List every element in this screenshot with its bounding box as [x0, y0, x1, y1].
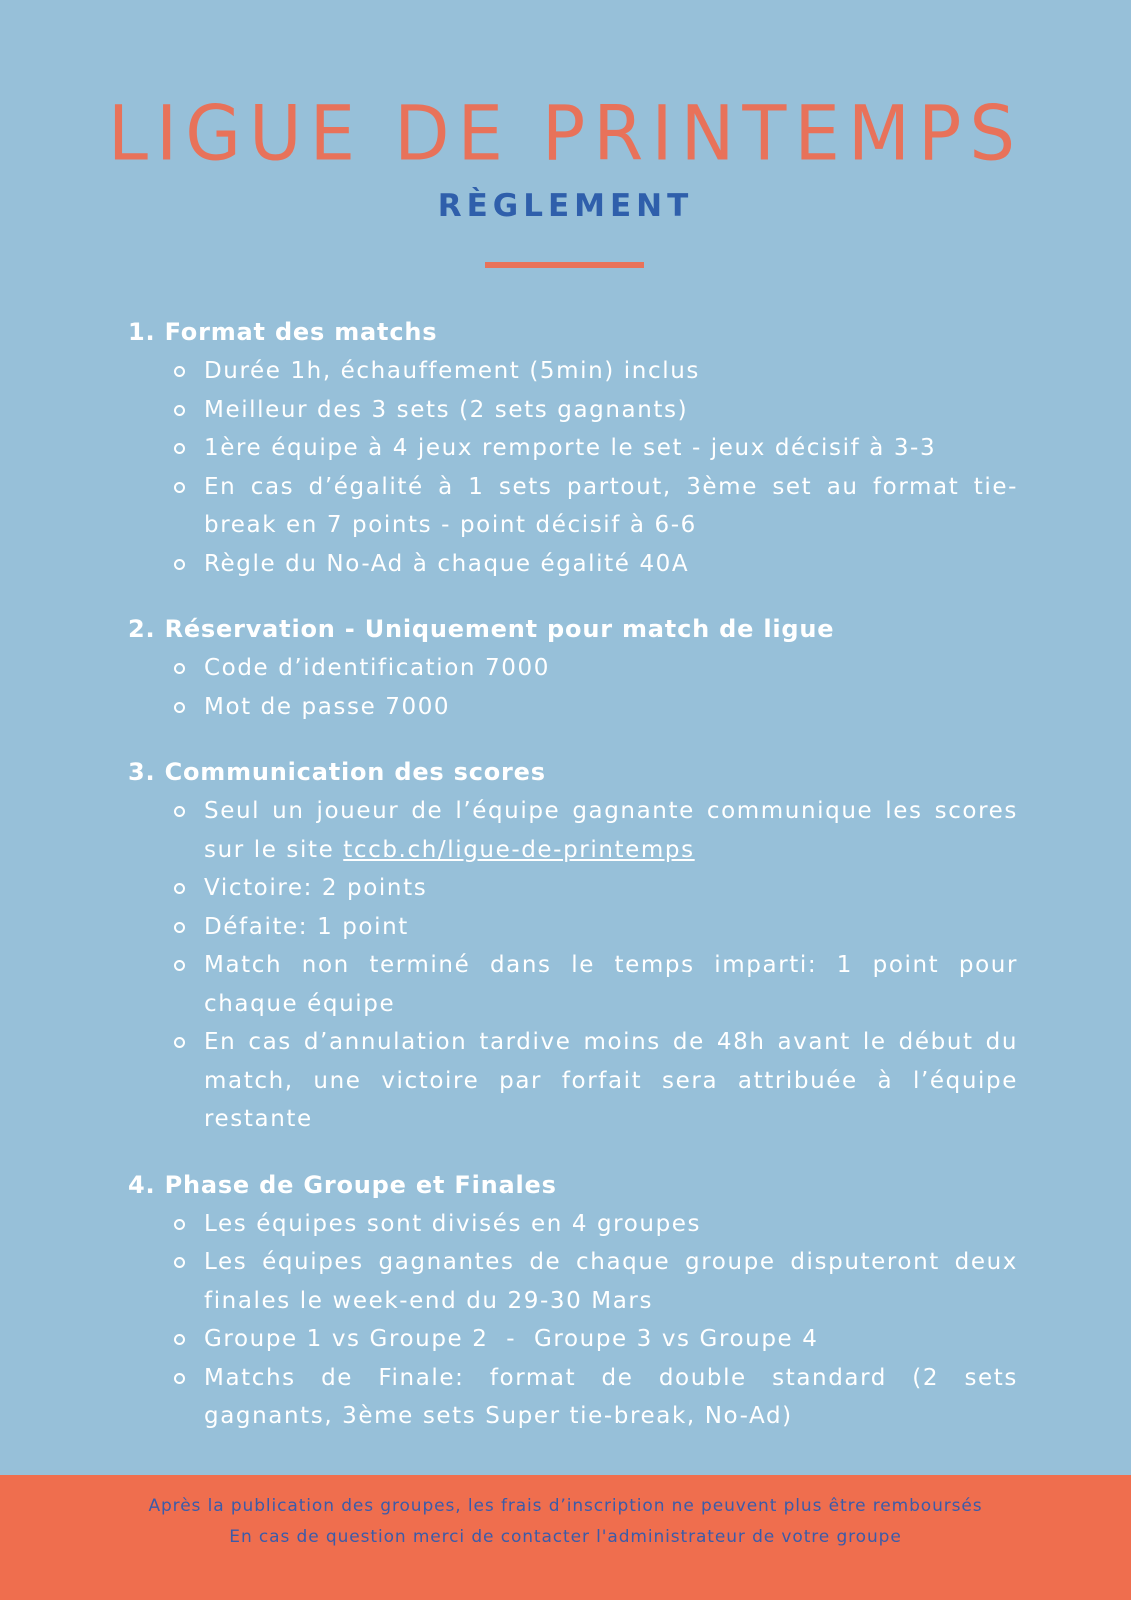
circle-bullet-icon [174, 1373, 185, 1384]
footer-refund-note: Après la publication des groupes, les frais d’inscription ne peuvent plus être remboursés [148, 1496, 983, 1516]
list-item: Les équipes gagnantes de chaque groupe disputeront deux finales le week-end du 29-30 Mars [128, 1243, 1018, 1320]
footer-banner [0, 1475, 1131, 1600]
circle-bullet-icon [174, 663, 185, 674]
list-item: Les équipes sont divisés en 4 groupes [128, 1205, 1018, 1244]
circle-bullet-icon [174, 405, 185, 416]
section-scores [128, 752, 1018, 1139]
rules-list [128, 352, 1018, 583]
page-title: LIGUE DE PRINTEMPS [107, 88, 1024, 178]
circle-bullet-icon [174, 1257, 185, 1268]
list-item: Groupe 1 vs Groupe 2 - Groupe 3 vs Groupe 4 [128, 1320, 1018, 1359]
circle-bullet-icon [174, 559, 185, 570]
circle-bullet-icon [174, 366, 185, 377]
circle-bullet-icon [174, 960, 185, 971]
website-link[interactable]: tccb.ch/ligue-de-printemps [343, 836, 695, 863]
circle-bullet-icon [174, 922, 185, 933]
list-item: Défaite: 1 point [128, 908, 1018, 947]
circle-bullet-icon [174, 1334, 185, 1345]
circle-bullet-icon [174, 1219, 185, 1230]
rules-content [128, 312, 1018, 1462]
list-item: Victoire: 2 points [128, 869, 1018, 908]
list-item: Mot de passe 7000 [128, 688, 1018, 727]
section-format [128, 312, 1018, 583]
section-reservation [128, 609, 1018, 726]
title-divider [485, 262, 644, 268]
rules-list [128, 792, 1018, 1139]
section-title: 1. Format des matchs [128, 318, 438, 346]
section-title: 3. Communication des scores [128, 758, 546, 786]
list-item: Meilleur des 3 sets (2 sets gagnants) [128, 391, 1018, 430]
circle-bullet-icon [174, 1037, 185, 1048]
page-subtitle: RÈGLEMENT [437, 188, 694, 224]
list-item: Seul un joueur de l’équipe gagnante communique les scores sur le site tccb.ch/ligue-de-printemps [128, 792, 1018, 869]
circle-bullet-icon [174, 702, 185, 713]
circle-bullet-icon [174, 883, 185, 894]
list-item: Règle du No-Ad à chaque égalité 40A [128, 545, 1018, 584]
list-item: Match non terminé dans le temps imparti: 1 point pour chaque équipe [128, 946, 1018, 1023]
rules-list [128, 1205, 1018, 1436]
section-groups-finals [128, 1165, 1018, 1436]
list-item: En cas d’égalité à 1 sets partout, 3ème set au format tie-break en 7 points - point décisif à 6-6 [128, 468, 1018, 545]
section-title: 4. Phase de Groupe et Finales [128, 1170, 557, 1199]
section-title: 2. Réservation - Uniquement pour match de ligue [128, 615, 835, 643]
list-item: Durée 1h, échauffement (5min) inclus [128, 352, 1018, 391]
list-item: Code d’identification 7000 [128, 649, 1018, 688]
list-item: 1ère équipe à 4 jeux remporte le set - jeux décisif à 3-3 [128, 429, 1018, 468]
rules-list [128, 649, 1018, 726]
circle-bullet-icon [174, 482, 185, 493]
circle-bullet-icon [174, 443, 185, 454]
footer-contact-note: En cas de question merci de contacter l'administrateur de votre groupe [229, 1527, 902, 1547]
circle-bullet-icon [174, 806, 185, 817]
list-item: En cas d’annulation tardive moins de 48h avant le début du match, une victoire par forfait sera attribuée à l’équipe restante [128, 1023, 1018, 1139]
list-item: Matchs de Finale: format de double standard (2 sets gagnants, 3ème sets Super tie-break, No-Ad) [128, 1359, 1018, 1436]
